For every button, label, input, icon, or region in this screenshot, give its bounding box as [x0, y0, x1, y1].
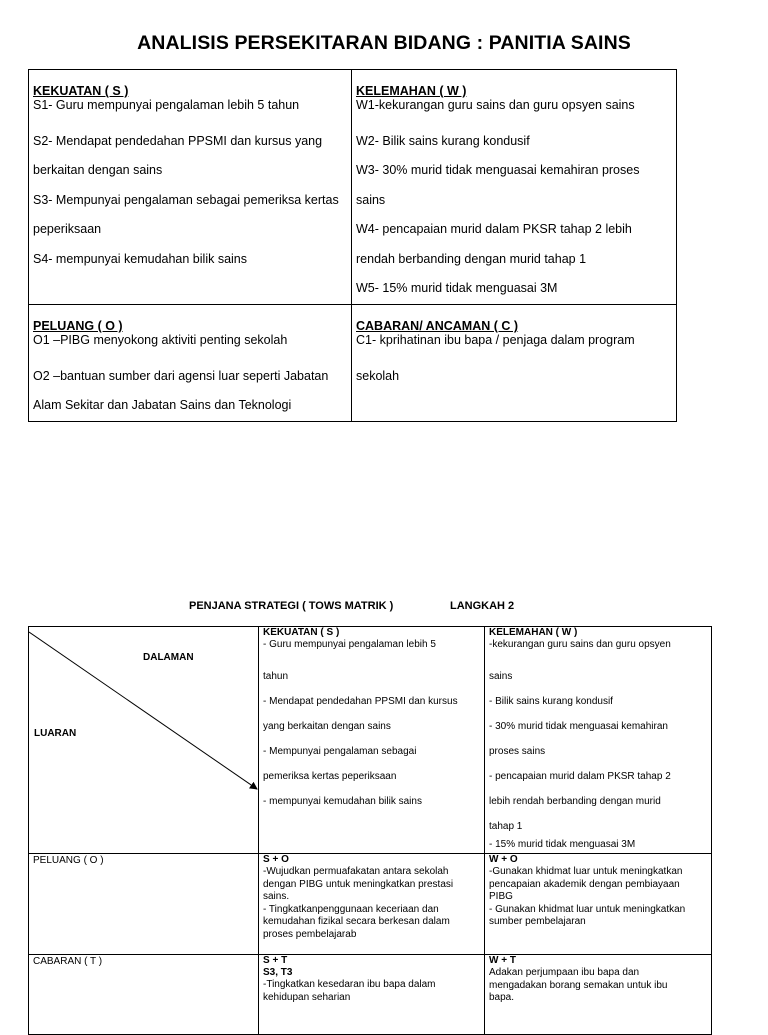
- tows-weaknesses-cell: [485, 627, 712, 854]
- document-title: ANALISIS PERSEKITARAN BIDANG : PANITIA SAINS: [137, 32, 631, 54]
- st-heading: S + T: [263, 955, 288, 966]
- st-line: kehidupan seharian: [263, 991, 351, 1003]
- so-line: -Wujudkan permuafakatan antara sekolah: [263, 866, 449, 877]
- st-line: -Tingkatkan kesedaran ibu bapa dalam: [263, 979, 436, 990]
- weakness-line: W2- Bilik sains kurang kondusif: [356, 134, 530, 148]
- tows-strength-line: pemeriksa kertas peperiksaan: [263, 771, 397, 782]
- wo-line: pencapaian akademik dengan pembiayaan: [489, 878, 680, 890]
- strength-line: S4- mempunyai kemudahan bilik sains: [33, 251, 247, 266]
- threats-heading: CABARAN/ ANCAMAN ( C ): [356, 319, 519, 333]
- tows-strength-line: - Mempunyai pengalaman sebagai: [263, 746, 417, 757]
- weakness-line: W1-kekurangan guru sains dan guru opsyen sains: [356, 98, 635, 112]
- so-line: - Tingkatkanpenggunaan keceriaan dan: [263, 903, 439, 915]
- strengths-cell: [29, 70, 352, 305]
- strength-line: S3- Mempunyai pengalaman sebagai pemeriksa kertas: [33, 192, 339, 207]
- tows-strength-line: tahun: [263, 671, 289, 682]
- strength-line: S1- Guru mempunyai pengalaman lebih 5 tahun: [33, 98, 300, 112]
- strength-line: berkaitan dengan sains: [33, 163, 163, 178]
- tows-weakness-line: - 15% murid tidak menguasai 3M: [489, 839, 636, 850]
- opportunity-line: O1 –PIBG menyokong aktiviti penting sekolah: [33, 333, 288, 347]
- so-heading: S + O: [263, 854, 289, 865]
- so-line: dengan PIBG untuk meningkatkan prestasi: [263, 878, 454, 890]
- wt-line: bapa.: [489, 992, 515, 1003]
- strength-line: peperiksaan: [33, 222, 102, 237]
- wt-strategy-cell: [485, 955, 712, 1035]
- weaknesses-cell: [352, 70, 677, 305]
- st-strategy-cell: [259, 955, 485, 1035]
- dalaman-label: DALAMAN: [143, 652, 194, 663]
- tows-weakness-line: lebih rendah berbanding dengan murid: [489, 796, 661, 807]
- peluang-row-label: PELUANG ( O ): [29, 854, 259, 955]
- wo-line: - Gunakan khidmat luar untuk meningkatkan: [489, 903, 686, 915]
- cabaran-row-label: CABARAN ( T ): [29, 955, 259, 1035]
- tows-weakness-line: - pencapaian murid dalam PKSR tahap 2: [489, 771, 671, 782]
- wo-line: -Gunakan khidmat luar untuk meningkatkan: [489, 866, 683, 877]
- wt-line: Adakan perjumpaan ibu bapa dan: [489, 967, 640, 978]
- weakness-line: W5- 15% murid tidak menguasai 3M: [356, 281, 558, 296]
- strengths-heading: KEKUATAN ( S ): [33, 84, 129, 98]
- tows-strengths-cell: [259, 627, 485, 854]
- tows-weakness-line: - 30% murid tidak menguasai kemahiran: [489, 721, 668, 732]
- tows-title: PENJANA STRATEGI ( TOWS MATRIK ): [189, 600, 394, 612]
- so-line: kemudahan fizikal secara berkesan dalam: [263, 916, 450, 927]
- tows-matrix-table: [28, 626, 712, 1035]
- threats-cell: [352, 305, 677, 422]
- weakness-line: W4- pencapaian murid dalam PKSR tahap 2 lebih: [356, 222, 632, 237]
- tows-weakness-line: - Bilik sains kurang kondusif: [489, 696, 613, 707]
- tows-weakness-line: -kekurangan guru sains dan guru opsyen: [489, 639, 671, 650]
- tows-weakness-line: sains: [489, 671, 513, 682]
- opportunity-line: O2 –bantuan sumber dari agensi luar seperti Jabatan: [33, 369, 329, 383]
- so-line: proses pembelajarab: [263, 928, 357, 940]
- wt-line: mengadakan borang semakan untuk ibu: [489, 979, 668, 991]
- weakness-line: rendah berbanding dengan murid tahap 1: [356, 251, 587, 266]
- strength-line: S2- Mendapat pendedahan PPSMI dan kursus yang: [33, 134, 323, 148]
- tows-strength-line: - mempunyai kemudahan bilik sains: [263, 796, 422, 807]
- wo-line: sumber pembelajaran: [489, 916, 586, 927]
- st-subheading: S3, T3: [263, 967, 293, 978]
- tows-weaknesses-heading: KELEMAHAN ( W ): [489, 627, 578, 638]
- wo-line: PIBG: [489, 891, 513, 902]
- tows-step-label: LANGKAH 2: [450, 600, 515, 612]
- weakness-line: sains: [356, 192, 386, 207]
- threat-line: sekolah: [356, 369, 400, 383]
- wo-heading: W + O: [489, 854, 518, 865]
- tows-weakness-line: tahap 1: [489, 821, 523, 832]
- tows-strength-line: - Mendapat pendedahan PPSMI dan kursus: [263, 696, 458, 707]
- tows-weakness-line: proses sains: [489, 746, 546, 757]
- opportunities-heading: PELUANG ( O ): [33, 319, 123, 333]
- weakness-line: W3- 30% murid tidak menguasai kemahiran proses: [356, 163, 640, 178]
- luaran-label: LUARAN: [34, 728, 77, 739]
- threat-line: C1- kprihatinan ibu bapa / penjaga dalam program: [356, 333, 635, 347]
- tows-corner-cell: [29, 627, 259, 854]
- wo-strategy-cell: [485, 854, 712, 955]
- so-strategy-cell: [259, 854, 485, 955]
- opportunities-cell: [29, 305, 352, 422]
- wt-heading: W + T: [489, 955, 516, 966]
- swot-analysis-table: [28, 69, 677, 422]
- tows-strengths-heading: KEKUATAN ( S ): [263, 627, 340, 638]
- so-line: sains.: [263, 891, 290, 902]
- tows-strength-line: yang berkaitan dengan sains: [263, 721, 391, 732]
- weaknesses-heading: KELEMAHAN ( W ): [356, 84, 467, 98]
- opportunity-line: Alam Sekitar dan Jabatan Sains dan Teknologi: [33, 398, 292, 413]
- tows-strength-line: - Guru mempunyai pengalaman lebih 5: [263, 639, 436, 650]
